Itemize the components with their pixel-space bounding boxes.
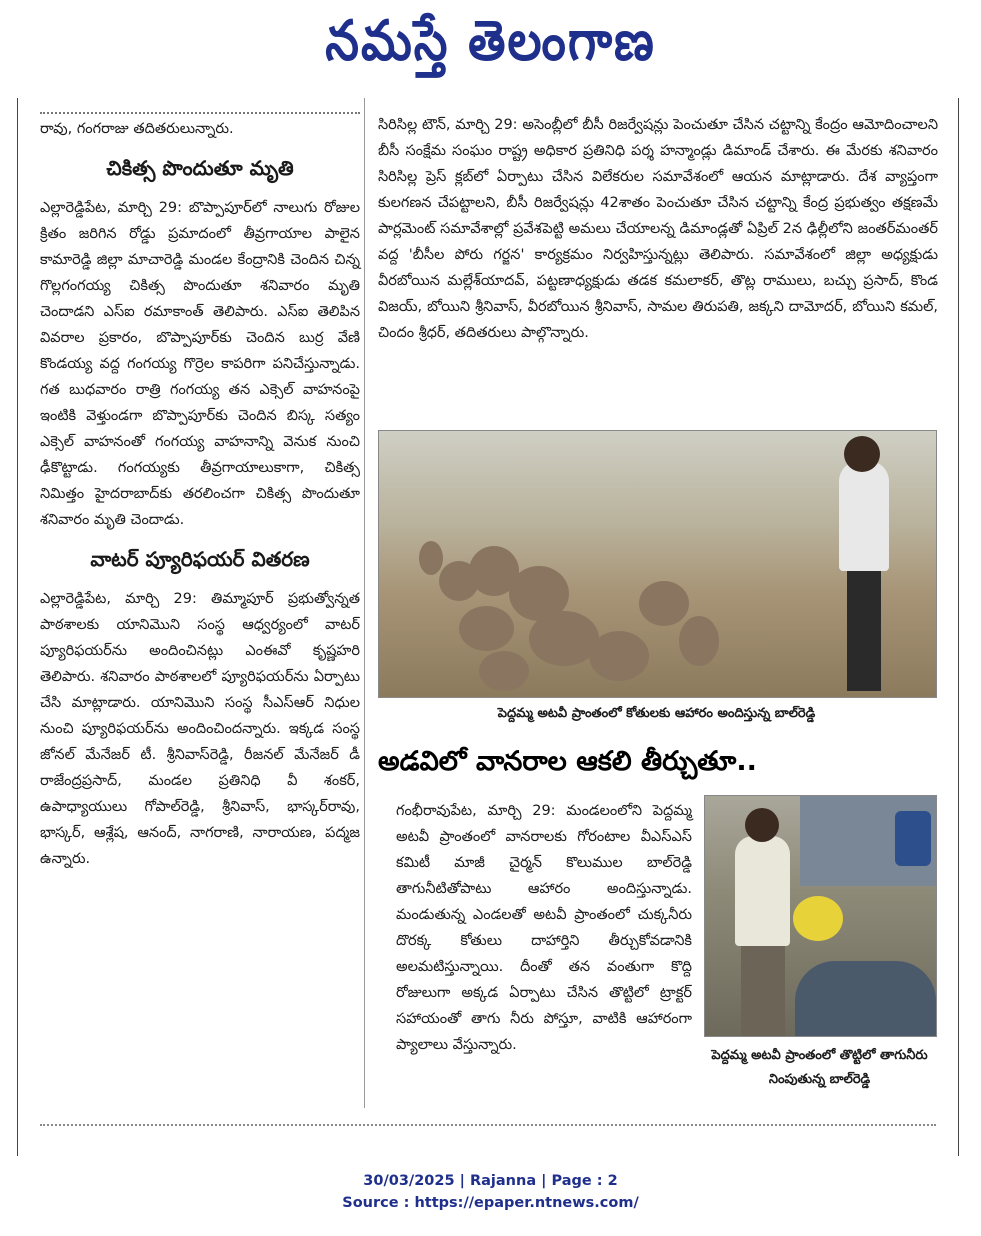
story1-body: ఎల్లారెడ్డిపేట, మార్చి 29: బొప్పాపూర్‌లో నాలుగు రోజుల క్రితం జరిగిన రోడ్డు ప్రమాదంలో తీవ్రగాయాల పాలైన కామారెడ్డి జిల్లా మాచారెడ్డి మండల కేంద్రానికి చెందిన చిన్న గొల్లగంగయ్య చికిత్స పొందుతూ శనివారం మృతి చెందాడని ఎస్‌ఐ రమాకాంత్ తెలిపారు. ఎస్‌ఐ తెలిపిన వివరాల ప్రకారం, బొప్పాపూర్‌కు చెందిన బుర్ర వేణి కొండయ్య వద్ద గంగయ్య గొర్రెల కాపరిగా పనిచేస్తున్నాడు. గత బుధవారం రాత్రి గంగయ్య తన ఎక్సెల్ వాహనంపై ఇంటికి వెళ్తుండగా బొప్పాపూర్‌కు చెందిన బిస్క సత్యం ఎక్సెల్ వాహనంతో గంగయ్య వాహనాన్ని వెనుక నుంచి ఢీకొట్టాడు. గంగయ్యకు తీవ్రగాయాలుకాగా, చికిత్స నిమిత్తం హైదరాబాద్‌కు తరలించగా చికిత్స పొందుతూ శనివారం మృతి చెందాడు. xyxy=(40,200,360,528)
man-figure xyxy=(735,836,790,946)
monkeys-photo xyxy=(378,430,937,698)
story1-headline: చికిత్స పొందుతూ మృతి xyxy=(106,156,294,180)
column-divider xyxy=(364,98,365,1108)
left-column xyxy=(40,98,360,872)
man-head xyxy=(844,436,880,472)
footer-date-edition: 30/03/2025 | Rajanna | Page : 2 xyxy=(363,1173,618,1189)
masthead xyxy=(0,0,981,82)
story2-headline: వాటర్ ప్యూరిఫయర్ వితరణ xyxy=(90,547,310,571)
monkey-shape xyxy=(419,541,443,575)
man-figure xyxy=(839,461,889,571)
right-column xyxy=(378,98,938,346)
feature-body-column xyxy=(396,798,692,1058)
monkey-shape xyxy=(459,606,514,651)
photo1-caption: పెద్దమ్మ అటవీ ప్రాంతంలో కోతులకు ఆహారం అందిస్తున్న బాల్‌రెడ్డి xyxy=(497,706,816,721)
monkey-shape xyxy=(679,616,719,666)
man-legs xyxy=(741,946,785,1036)
water-tank-photo xyxy=(704,795,937,1037)
footer-divider xyxy=(40,1124,936,1126)
yellow-bucket xyxy=(793,896,843,941)
monkey-shape xyxy=(479,651,529,691)
man-head xyxy=(745,808,779,842)
feature-headline: అడవిలో వానరాల ఆకలి తీర్చుతూ.. xyxy=(378,746,757,777)
man-figure xyxy=(847,571,881,691)
newspaper-title: నమస్తే తెలంగాణ xyxy=(325,8,656,74)
clipped-line xyxy=(40,98,360,114)
story-top-body: సిరిసిల్ల టౌన్, మార్చి 29: అసెంబ్లీలో బీసీ రిజర్వేషన్లు పెంచుతూ చేసిన చట్టాన్ని కేంద్రం ఆమోదించాలని బీసీ సంక్షేమ సంఘం రాష్ట్ర అధికార ప్రతినిధి పర్శ హన్మాండ్లు డిమాండ్ చేశారు. ఈ మేరకు శనివారం సిరిసిల్ల ప్రెస్ క్లబ్‌లో ఏర్పాటు చేసిన విలేకరుల సమావేశంలో ఆయన మాట్లాడారు. దేశ వ్యాప్తంగా కులగణన చేపట్టాలని, బీసీ రిజర్వేషన్లు 42శాతం పెంచుతూ చేసిన చట్టాన్ని కేంద్ర ప్రభుత్వం తక్షణమే పార్లమెంట్ సమావేశాల్లో ప్రవేశపెట్టి అమలు చేయాలన్న డిమాండ్లతో ఏప్రిల్ 2న ఢిల్లీలోని జంతర్‌మంతర్ వద్ద 'బీసీల పోరు గర్జన' కార్యక్రమం నిర్వహిస్తున్నట్లు తెలిపారు. సమావేశంలో జిల్లా అధ్యక్షుడు వీరబోయిన మల్లేశ్‌యాదవ్, పట్టణాధ్యక్షుడు తడక కమలాకర్, తొట్ల రాములు, బచ్చు ప్రసాద్, కొండ విజయ్, బోయిని శ్రీనివాస్, వీరబోయిన శ్రీనివాస్, సామల తిరుపతి, జక్కని దామోదర్, బోయిని కమల్, చిందం శ్రీధర్, తదితరులు పాల్గొన్నారు. xyxy=(378,117,938,341)
lead-in-text: రావు, గంగరాజు తదితరులున్నారు. xyxy=(40,121,234,137)
feature-body: గంభీరావుపేట, మార్చి 29: మండలంలోని పెద్దమ్మ అటవీ ప్రాంతంలో వానరాలకు గోరంటాల వీఎస్ఎస్ కమిటీ మాజీ చైర్మన్ కొలుముల బాల్‌రెడ్డి తాగునీటితోపాటు ఆహారం అందిస్తున్నాడు. మండుతున్న ఎండలతో అటవీ ప్రాంతంలో చుక్కనీరు దొరక్క కోతులు దాహార్తిని తీర్చుకోవడానికి అలమటిస్తున్నాయి. దీంతో తన వంతుగా కొద్ది రోజులుగా అక్కడ ఏర్పాటు చేసిన తొట్టిలో ట్రాక్టర్ సహాయంతో తాగు నీరు పోస్తూ, వాటికి ఆహారంగా ప్యాలాలు వేస్తున్నారు. xyxy=(396,803,692,1053)
story2-body: ఎల్లారెడ్డిపేట, మార్చి 29: తిమ్మాపూర్ ప్రభుత్వోన్నత పాఠశాలకు యానిమొని సంస్థ ఆధ్వర్యంలో వాటర్ ప్యూరిఫయర్‌ను అందించినట్లు ఎంఈవో కృష్ణహరి తెలిపారు. శనివారం పాఠశాలలో ప్యూరిఫయర్‌ను ఏర్పాటు చేసి మాట్లాడారు. యానిమొని సంస్థ సీఎస్ఆర్ నిధుల నుంచి ప్యూరిఫయర్‌ను అందించిందన్నారు. ఇక్కడ సంస్థ జోనల్ మేనేజర్ టీ. శ్రీనివాస్‌రెడ్డి, రీజనల్ మేనేజర్ డీ రాజేంద్రప్రసాద్, మండల ప్రతినిధి వీ శంకర్, ఉపాధ్యాయులు గోపాల్‌రెడ్డి, శ్రీనివాస్, భాస్కర్‌రావు, భాస్కర్, ఆశ్లేష, ఆనంద్, నాగరాణి, నారాయణ, పద్మజ ఉన్నారు. xyxy=(40,591,360,867)
water-trough xyxy=(795,961,936,1036)
water-drum xyxy=(895,811,931,866)
photo2-caption: పెద్దమ్మ అటవీ ప్రాంతంలో తొట్టిలో తాగునీరు నింపుతున్న బాల్‌రెడ్డి xyxy=(711,1048,928,1087)
monkey-shape xyxy=(639,581,689,626)
footer-source: Source : https://epaper.ntnews.com/ xyxy=(342,1195,639,1211)
monkey-shape xyxy=(589,631,649,681)
